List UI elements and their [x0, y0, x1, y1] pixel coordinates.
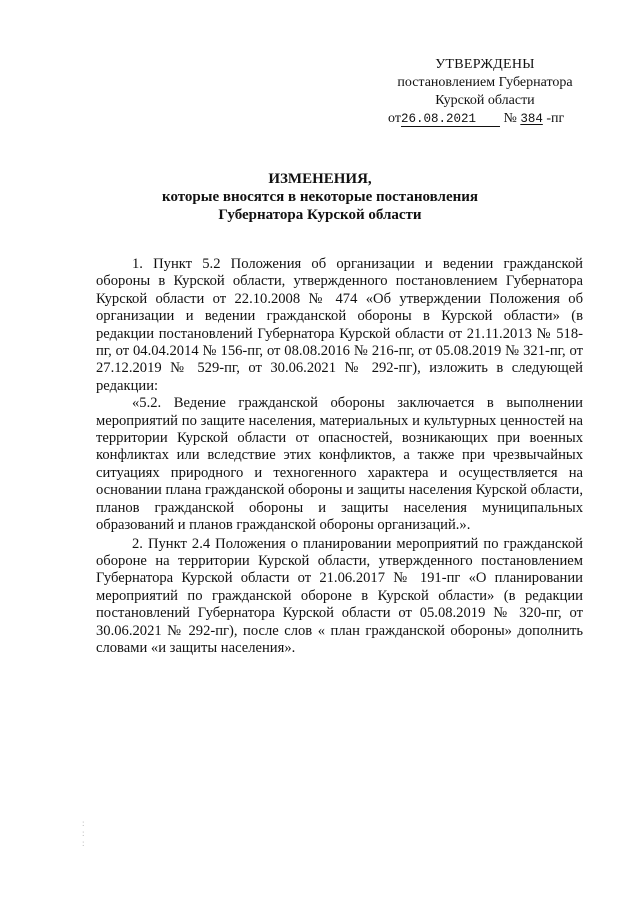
document-body [96, 256, 583, 657]
scan-margin-mark: : : : [82, 818, 85, 848]
paragraph-item-2: 2. Пункт 2.4 Положения о планировании мероприятий по гражданской обороне на территории Курской области, утвержденного постановлением Губернатора Курской области от 21.06.2017 № 191-пг «О планировании мероприятий по гражданской обороне в Курской области» (в редакции постановлений Губернатора Курской области от 05.08.2019 № 320-пг, от 30.06.2021 № 292-пг), после слов « план гражданской обороны» дополнить словами «и защиты населения». [96, 535, 583, 656]
title-line-1: ИЗМЕНЕНИЯ, [268, 171, 372, 187]
approval-stamp [380, 56, 590, 128]
approval-number: 384 [520, 112, 543, 126]
approval-line-2: Курской области [435, 93, 535, 108]
document-title [0, 170, 640, 224]
approval-line-1: постановлением Губернатора [397, 75, 573, 90]
approval-from-label: от [388, 111, 401, 126]
approval-date: 26.08.2021 [401, 112, 500, 127]
approval-reference [380, 110, 590, 128]
paragraph-quoted-clause: «5.2. Ведение гражданской обороны заключается в выполнении мероприятий по защите населения, материальных и культурных ценностей на территории Курской области от опасностей, возникающих при военных конфликтах или вследствие этих конфликтов, а также при чрезвычайных ситуациях природного и техногенного характера и осуществляется на основании плана гражданской обороны и защиты населения Курской области, планов гражданской обороны и защиты населения муниципальных образований и планов гражданской обороны организаций.». [96, 395, 584, 534]
approval-heading: УТВЕРЖДЕНЫ [435, 57, 535, 72]
title-line-3: Губернатора Курской области [218, 207, 422, 223]
approval-suffix: -пг [546, 111, 565, 126]
title-line-2: которые вносятся в некоторые постановления [162, 189, 478, 205]
approval-number-label: № [503, 111, 517, 126]
paragraph-item-1: 1. Пункт 5.2 Положения об организации и ведении гражданской обороны в Курской области, утвержденного постановлением Губернатора Курской области от 22.10.2008 № 474 «Об утверждении Положения об организации и ведении гражданской обороны в Курской области» (в редакции постановлений Губернатора Курской области от 21.11.2013 № 518-пг, от 04.04.2014 № 156-пг, от 08.08.2016 № 216-пг, от 05.08.2019 № 321-пг, от 27.12.2019 № 529-пг, от 30.06.2021 № 292-пг), изложить в следующей редакции: [96, 256, 583, 394]
